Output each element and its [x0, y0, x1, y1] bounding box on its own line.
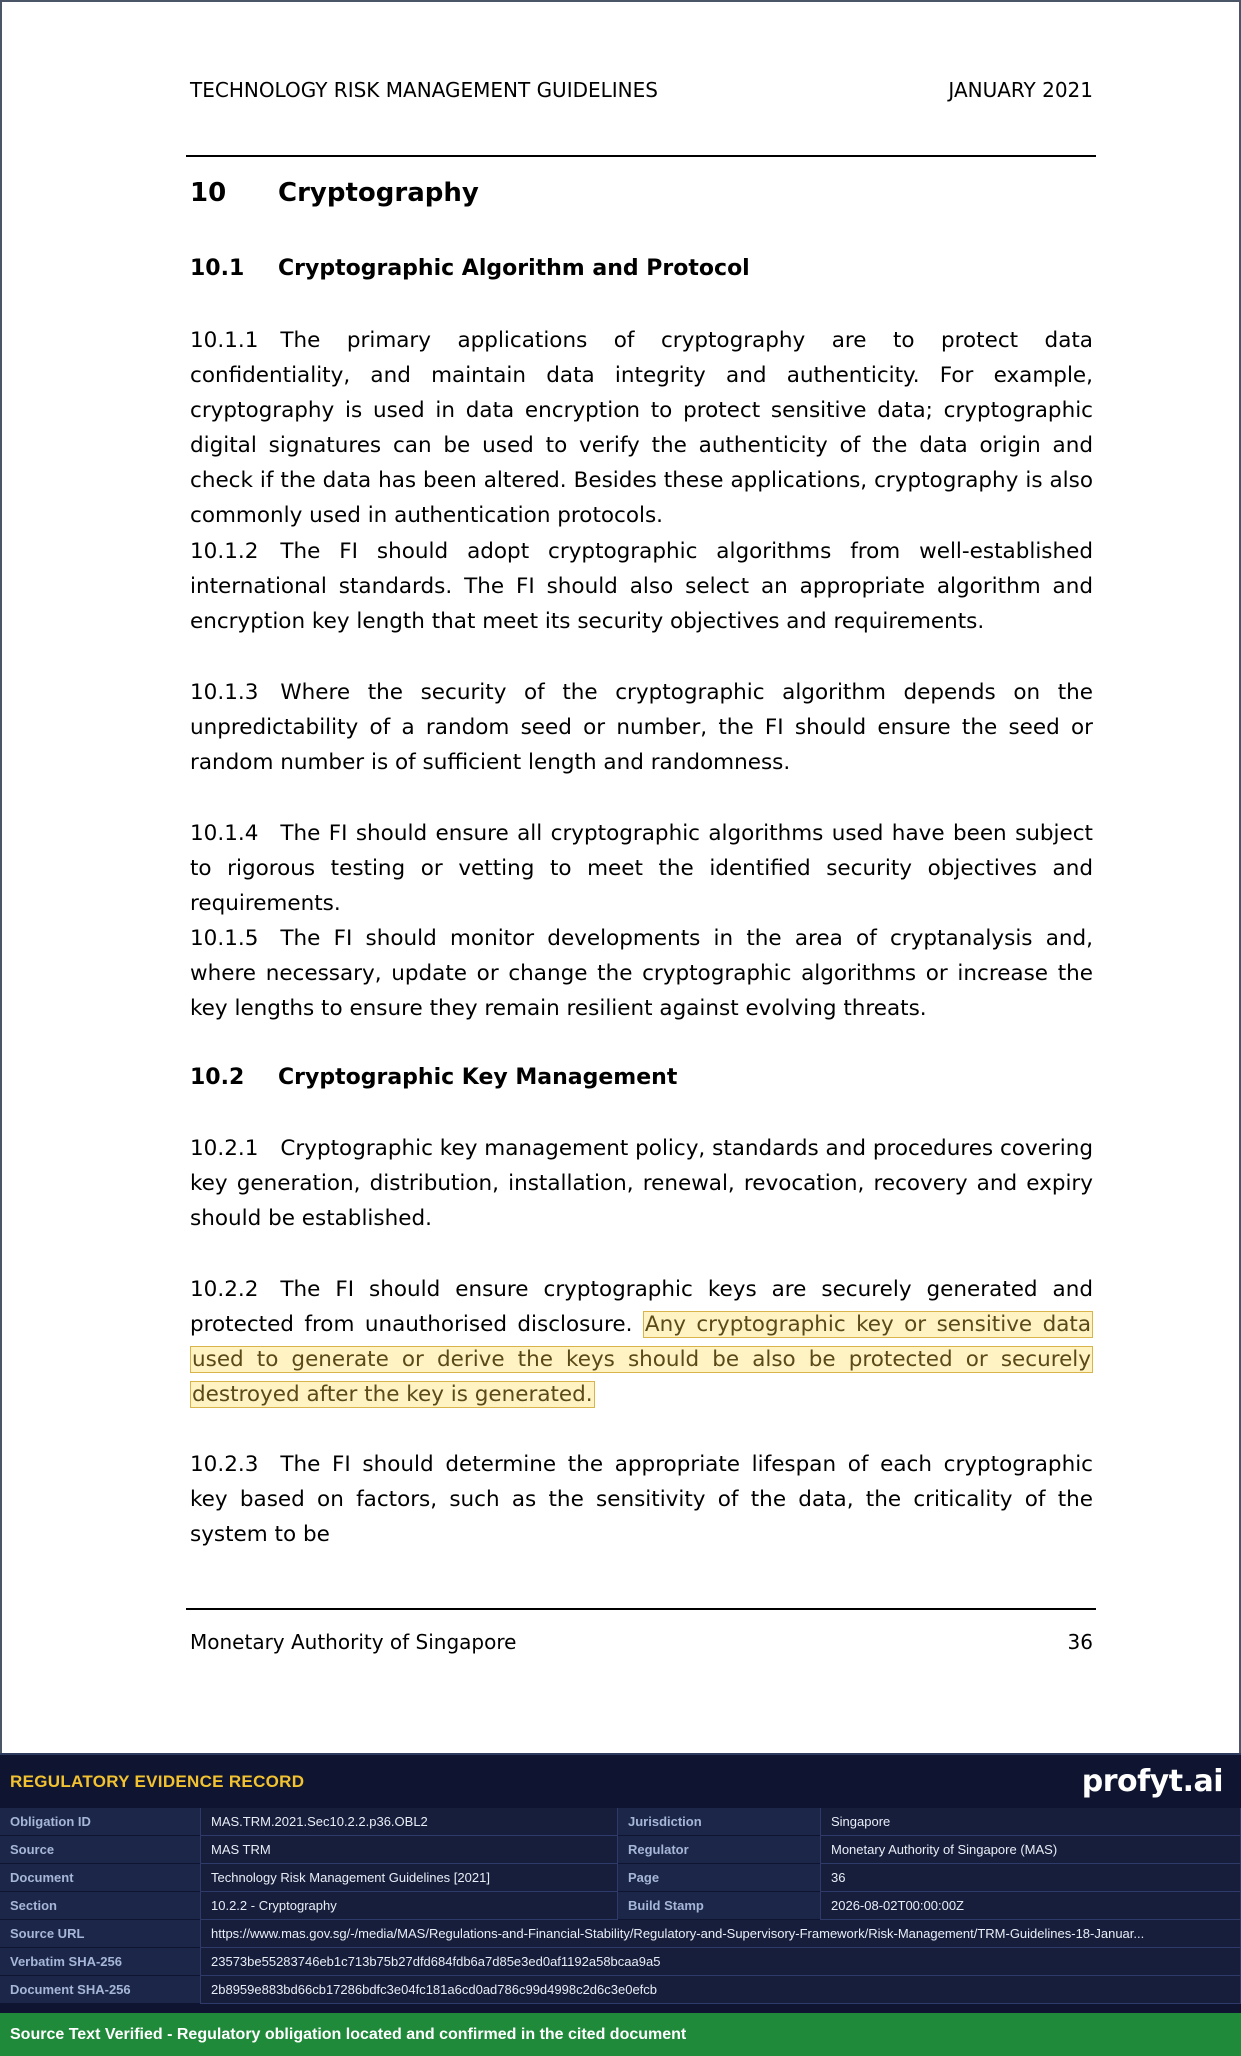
paragraph-10-2-2	[190, 1272, 1093, 1412]
running-header	[190, 78, 1093, 102]
paragraph-number: 10.2.3	[190, 1452, 259, 1477]
paragraph-10-2-1	[190, 1131, 1093, 1236]
page-number: 36	[1067, 1630, 1093, 1654]
evidence-title: REGULATORY EVIDENCE RECORD	[10, 1771, 305, 1791]
evidence-row	[0, 1976, 1241, 2004]
evidence-row	[0, 1920, 1241, 1948]
regulator-value: Monetary Authority of Singapore (MAS)	[820, 1836, 1241, 1864]
running-footer	[190, 1630, 1093, 1654]
paragraph-number: 10.2.2	[190, 1277, 259, 1302]
field-label: Source	[0, 1836, 200, 1864]
build-stamp-value: 2026-08-02T00:00:00Z	[820, 1892, 1241, 1920]
footer-rule	[186, 1608, 1096, 1610]
subsection-number: 10.2	[190, 1065, 245, 1090]
verification-banner	[0, 2013, 1241, 2056]
field-label: Obligation ID	[0, 1808, 200, 1836]
paragraph-10-1-5	[190, 921, 1093, 1026]
evidence-panel	[0, 1753, 1241, 2056]
subsection-heading-10-2	[190, 1065, 677, 1090]
evidence-grid	[0, 1808, 1241, 2004]
subsection-heading-10-1	[190, 256, 750, 281]
field-label: Jurisdiction	[618, 1808, 820, 1836]
evidence-row	[0, 1948, 1241, 1976]
page-value: 36	[820, 1864, 1241, 1892]
field-label: Page	[618, 1864, 820, 1892]
evidence-row	[0, 1836, 1241, 1864]
section-title: Cryptography	[278, 178, 479, 208]
evidence-row	[0, 1808, 1241, 1836]
paragraph-number: 10.1.5	[190, 926, 259, 951]
verbatim-sha-value: 23573be55283746eb1c713b75b27dfd684fdb6a7d85e3ed0af1192a58bcaa9a5	[200, 1948, 1241, 1976]
paragraph-number: 10.1.4	[190, 821, 259, 846]
field-label: Build Stamp	[618, 1892, 820, 1920]
section-heading	[190, 178, 479, 208]
evidence-row	[0, 1892, 1241, 1920]
document-sha-value: 2b8959e883bd66cb17286bdfc3e04fc181a6cd0ad786c99d4998c2d6c3e0efcb	[200, 1976, 1241, 2004]
paragraph-text: The FI should monitor developments in the area of cryptanalysis and, where necessary, update or change the cryptographic algorithms or increase the key lengths to ensure they remain resilient against evolving threats.	[190, 926, 1093, 1021]
subsection-title: Cryptographic Algorithm and Protocol	[278, 256, 750, 281]
highlighted-obligation: Any cryptographic key or sensitive data used to generate or derive the keys should be also be protected or securely destroyed after the key is generated.	[192, 1312, 1092, 1407]
header-rule	[186, 155, 1096, 157]
section-number: 10	[190, 178, 227, 208]
section-value: 10.2.2 - Cryptography	[200, 1892, 618, 1920]
evidence-header	[0, 1753, 1241, 1808]
paragraph-text: Where the security of the cryptographic algorithm depends on the unpredictability of a random seed or number, the FI should ensure the seed or random number is of sufficient length and randomness.	[190, 680, 1093, 775]
paragraph-number: 10.2.1	[190, 1136, 259, 1161]
source-value: MAS TRM	[200, 1836, 618, 1864]
paragraph-number: 10.1.2	[190, 539, 259, 564]
evidence-row	[0, 1864, 1241, 1892]
field-label: Source URL	[0, 1920, 200, 1948]
paragraph-10-1-3	[190, 675, 1093, 780]
footer-publisher: Monetary Authority of Singapore	[190, 1630, 517, 1654]
field-label: Verbatim SHA-256	[0, 1948, 200, 1976]
paragraph-number: 10.1.3	[190, 680, 259, 705]
header-title: TECHNOLOGY RISK MANAGEMENT GUIDELINES	[190, 78, 658, 102]
header-date: JANUARY 2021	[948, 78, 1093, 102]
source-url-link[interactable]: https://www.mas.gov.sg/-/media/MAS/Regulations-and-Financial-Stability/Regulatory-and-Supervisory-Framework/Risk-Management/TRM-Guidelines-18-Januar...	[200, 1920, 1241, 1948]
document-value: Technology Risk Management Guidelines [2021]	[200, 1864, 618, 1892]
paragraph-10-1-1	[190, 323, 1093, 533]
subsection-number: 10.1	[190, 256, 245, 281]
field-label: Section	[0, 1892, 200, 1920]
paragraph-10-1-4	[190, 816, 1093, 921]
paragraph-number: 10.1.1	[190, 328, 259, 353]
paragraph-text: Cryptographic key management policy, standards and procedures covering key generation, distribution, installation, renewal, revocation, recovery and expiry should be established.	[190, 1136, 1093, 1231]
jurisdiction-value: Singapore	[820, 1808, 1241, 1836]
field-label: Document	[0, 1864, 200, 1892]
field-label: Regulator	[618, 1836, 820, 1864]
paragraph-text: The FI should determine the appropriate lifespan of each cryptographic key based on factors, such as the sensitivity of the data, the criticality of the system to be	[190, 1452, 1093, 1547]
obligation-id-value: MAS.TRM.2021.Sec10.2.2.p36.OBL2	[200, 1808, 618, 1836]
paragraph-text: The FI should ensure cryptographic keys are securely generated and protected from unauthorised disclosure.	[190, 1277, 1093, 1337]
paragraph-10-2-3	[190, 1447, 1093, 1552]
paragraph-10-1-2	[190, 534, 1093, 639]
paragraph-text: The FI should adopt cryptographic algorithms from well-established international standards. The FI should also select an appropriate algorithm and encryption key length that meet its security objectives and requirements.	[190, 539, 1093, 634]
profyt-logo: profyt.ai	[1081, 1764, 1223, 1799]
paragraph-text: The FI should ensure all cryptographic algorithms used have been subject to rigorous testing or vetting to meet the identified security objectives and requirements.	[190, 821, 1093, 916]
field-label: Document SHA-256	[0, 1976, 200, 2004]
verification-text: Source Text Verified - Regulatory obligation located and confirmed in the cited document	[10, 2025, 687, 2043]
subsection-title: Cryptographic Key Management	[278, 1065, 678, 1090]
paragraph-text: The primary applications of cryptography are to protect data confidentiality, and maintain data integrity and authenticity. For example, cryptography is used in data encryption to protect sensitive data; cryptographic digital signatures can be used to verify the authenticity of the data origin and check if the data has been altered. Besides these applications, cryptography is also commonly used in authentication protocols.	[190, 328, 1093, 528]
